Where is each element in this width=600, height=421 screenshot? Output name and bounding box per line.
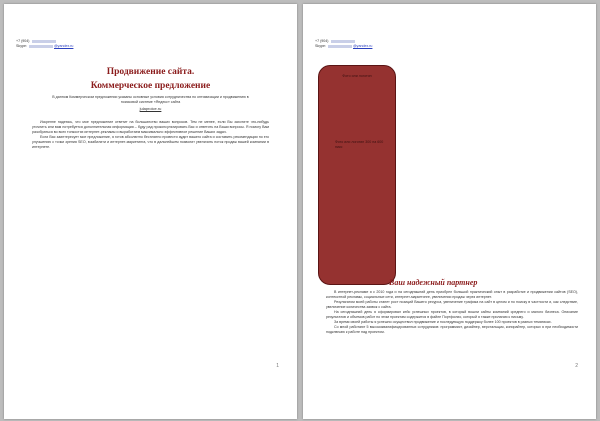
phone-prefix: +7 (904) [16,39,30,43]
email-link[interactable]: @yandex.ru [54,44,74,48]
paragraph: Искренне надеюсь, что мое предложение ответит на большинство ваших вопросов. Тем не менее, если Вы захотите что-нибудь уточнить или вам потребуется дополнительная информация – буду рад проконсультировать Вас и ответить на Ваши вопросы. Я помогу Вам разобраться во всех тонкостях интернет-рекламы и выработаем максимально эффективное решение Ваших задач. [32,120,269,134]
contact-header [315,39,372,49]
phone-prefix: +7 (904) [315,39,329,43]
body-text [32,120,269,150]
paragraph: Со мной работают 5 высококвалифицированных сотрудников: программист, дизайнер, верстальщик, копирайтер, которых я при необходимости подключаю к работе над проектом. [326,325,578,334]
redacted-skype [328,45,352,48]
site-name [4,106,297,111]
skype-email-line [315,44,372,49]
body-text [326,290,578,335]
document-page-1 [4,4,297,419]
paragraph: Если Вас заинтересует мое предложение, я готов абсолютно бесплатно провести аудит вашего сайта и составить рекомендации по его улучшению с точки зрения SEO, юзабилити и интернет-маркетинга, что в дальнейшем позволит увеличить поток продаж вашей компании в интернете. [32,135,269,149]
email-link[interactable]: @yandex.ru [353,44,373,48]
document-page-2 [303,4,596,419]
banner-top-text: Фото или логотип [342,74,372,78]
skype-email-line [16,44,73,49]
page-number: 1 [276,363,279,369]
page-title: Продвижение сайта. [106,67,195,77]
banner-mid-text: Фото или логотип 300 на 600 пикс [335,140,384,149]
intro-text: В данном Коммерческом предложении указаны основные условия сотрудничества по оптимизации и продвижению в поисковой системе «Яндекс» сайта [52,95,249,104]
skype-prefix: Skype: [16,44,27,48]
contact-header [16,39,73,49]
skype-prefix: Skype: [315,44,326,48]
section-heading: Ваш надежный партнер [389,278,478,287]
redacted-phone [32,40,56,43]
page-number: 2 [575,363,578,369]
redacted-skype [29,45,53,48]
redacted-phone [331,40,355,43]
paragraph: Результатом моей работы станет рост позиций Вашего ресурса, увеличение трафика на сайт в целом и по поиску в частности и, как следствие, увеличение количества заявок с сайта. [326,300,578,309]
paragraph: На сегодняшний день я сформировал кейс успешных проектов, в который вошли сайты компаний среднего и малого бизнеса. Описание результатов и объемов работ по этим проектам содержится в файле Портфолио, который я также прилагаю к письму. [326,310,578,319]
paragraph: За время своей работы я успешно осуществил продвижение и последующую поддержку более 100 проектов в разных тематиках. [334,320,552,324]
logo-placeholder-banner [318,65,396,285]
site-link[interactable]: julaproice.ru [139,106,162,111]
paragraph: В интернет-рекламе я с 2010 года и на сегодняшний день приобрел большой практический опыт в разработке и продвижении сайтов (SEO), контекстной рекламы, социальные сети, интернет-маркетинге, увеличении продаж через интернет. [326,290,578,299]
page-subtitle: Коммерческое предложение [90,81,211,91]
